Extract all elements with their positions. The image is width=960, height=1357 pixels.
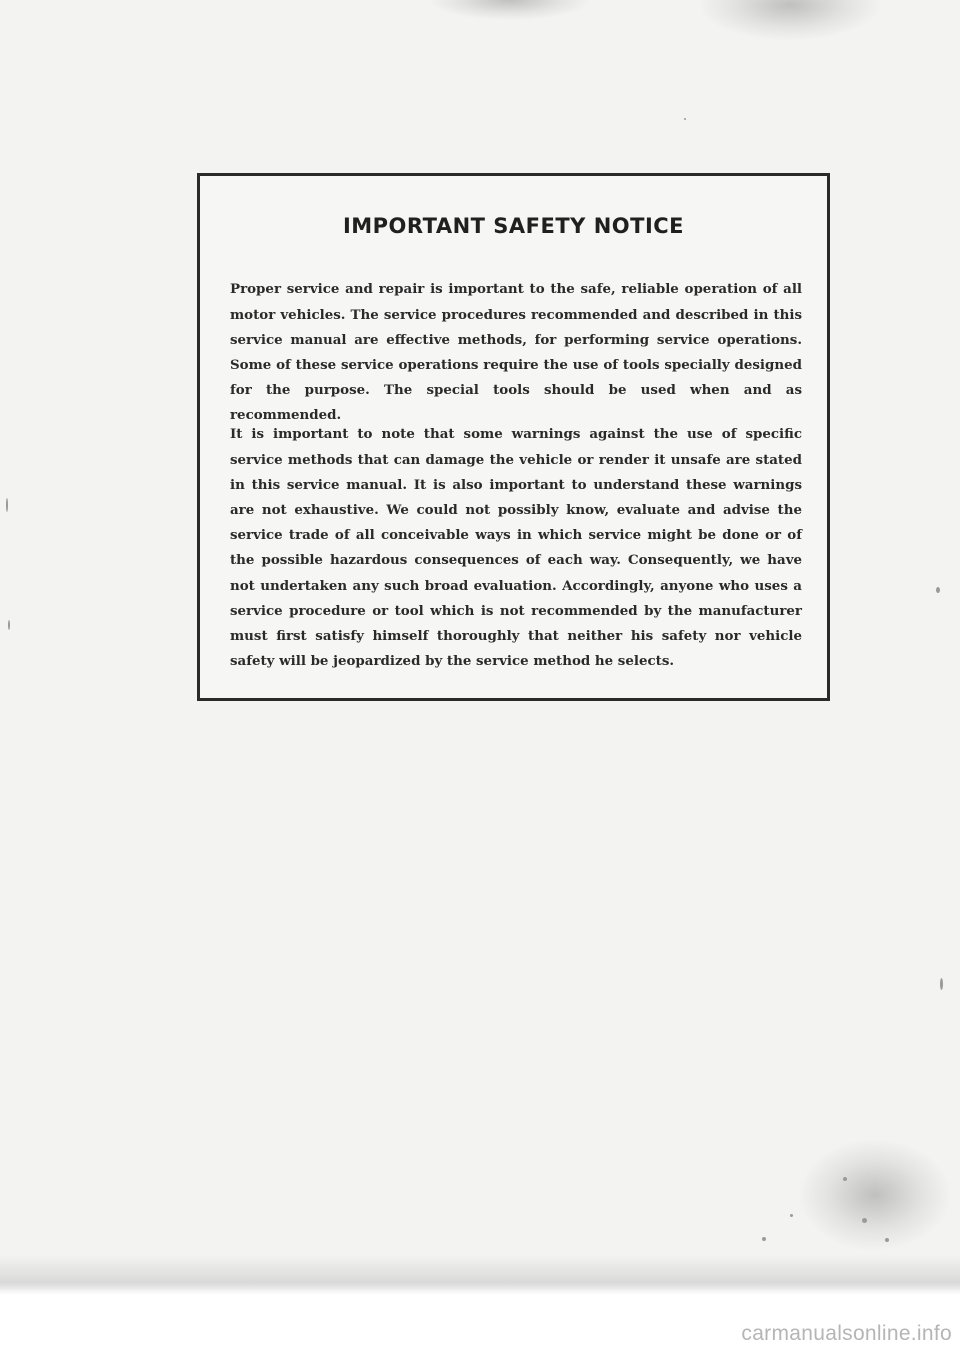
speck [684, 118, 686, 120]
stain-top-right [700, 0, 880, 40]
speck [843, 1177, 847, 1181]
safety-notice-box [197, 173, 830, 701]
speck [885, 1238, 889, 1242]
speck [762, 1237, 766, 1241]
speck [8, 620, 10, 630]
speck [936, 587, 940, 593]
stain-top-center [430, 0, 590, 20]
page-edge-shadow [0, 1255, 960, 1295]
speck [6, 498, 8, 512]
speck [940, 978, 943, 990]
site-watermark: carmanualsonline.info [741, 1322, 952, 1345]
notice-title: IMPORTANT SAFETY NOTICE [342, 214, 685, 238]
notice-paragraph-1: Proper service and repair is important to the safe, reliable operation of all motor vehicles. The service procedures recommended and described in this service manual are effective methods, for performing service operations. Some of these service operations require the use of tools specially designed for the purpose. The special tools should be used when and as recommended. [230, 281, 802, 424]
speck [862, 1218, 867, 1223]
stain-bottom-right [800, 1140, 950, 1250]
speck [790, 1214, 793, 1217]
notice-paragraph-2: It is important to note that some warnings against the use of specific service methods that can damage the vehicle or render it unsafe are stated in this service manual. It is also important to understand these warnings are not exhaustive. We could not possibly know, evaluate and advise the service trade of all conceivable ways in which service might be done or of the possible hazardous consequences of each way. Consequently, we have not undertaken any such broad evaluation. Accordingly, anyone who uses a service procedure or tool which is not recommended by the manufacturer must first satisfy himself thoroughly that neither his safety nor vehicle safety will be jeopardized by the service method he selects. [230, 426, 802, 670]
